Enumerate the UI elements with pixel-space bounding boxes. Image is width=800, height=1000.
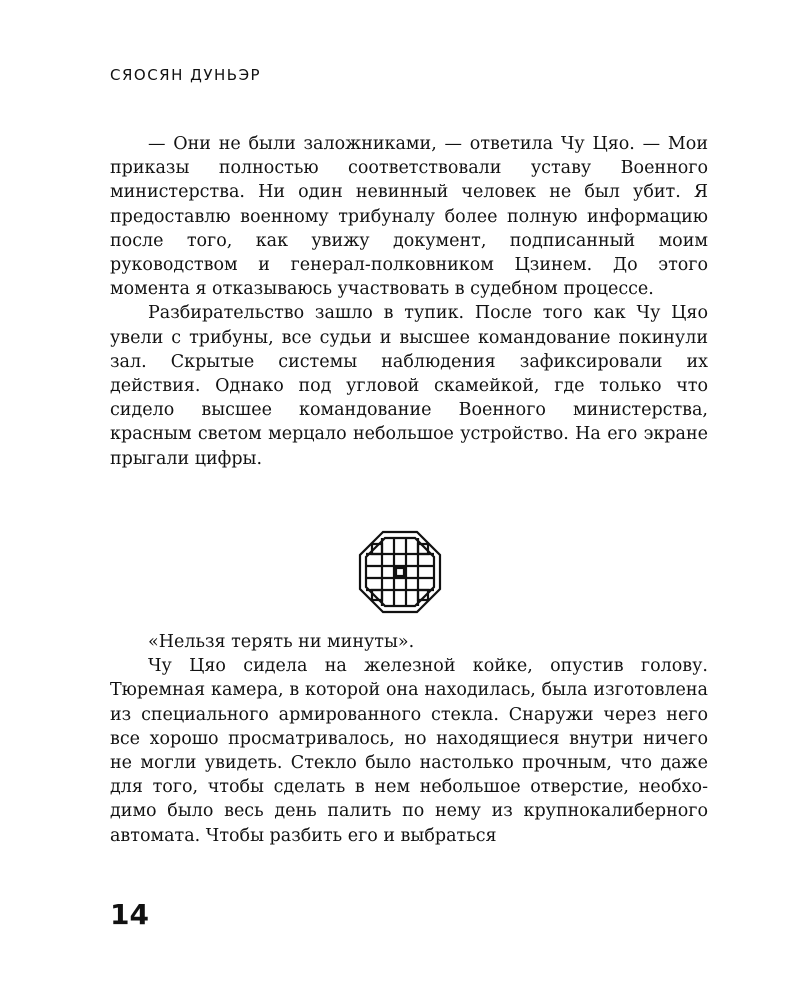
octagonal-lattice-ornament-icon [358, 530, 442, 614]
quote-line: «Нельзя терять ни минуты». [148, 632, 415, 652]
paragraph-3: Чу Цяо сидела на железной койке, опустив голову. Тюремная камера, в которой она находилась, была изготовлена из специального армированного стекла. Снаружи через него все хорошо просматривалось, но находящиеся внутри ничего не могли увидеть. Стекло было настолько прочным, что даже для того, чтобы сделать в нем небольшое отверстие, необходимо было весь день палить по нему из крупнокалиберного автомата. Чтобы разбить его и выбраться [110, 656, 708, 846]
text-block-2 [110, 630, 708, 848]
paragraph-2: Разбирательство зашло в тупик. После того как Чу Цяо увели с трибуны, все судьи и высшее командование покинули зал. Скрытые системы наблюдения зафиксировали их действия. Однако под угловой скамейкой, где только что сидело высшее командование Военного министерства, красным светом мерцало небольшое устройство. На его экране прыгали цифры. [110, 303, 708, 469]
page-number: 14 [110, 898, 149, 931]
text-block-1 [110, 132, 708, 471]
running-header: СЯОСЯН ДУНЬЭР [110, 66, 262, 84]
paragraph-1: — Они не были заложниками, — ответила Чу Цяо. — Мои приказы полностью соответствовали уставу Военного министерства. Ни один невинный человек не был убит. Я предоставлю военному трибуналу более полную информацию после того, как увижу документ, подписанный моим руководством и генерал-полковником Цзинем. До этого момента я отказываюсь участвовать в судебном процессе. [110, 134, 708, 300]
